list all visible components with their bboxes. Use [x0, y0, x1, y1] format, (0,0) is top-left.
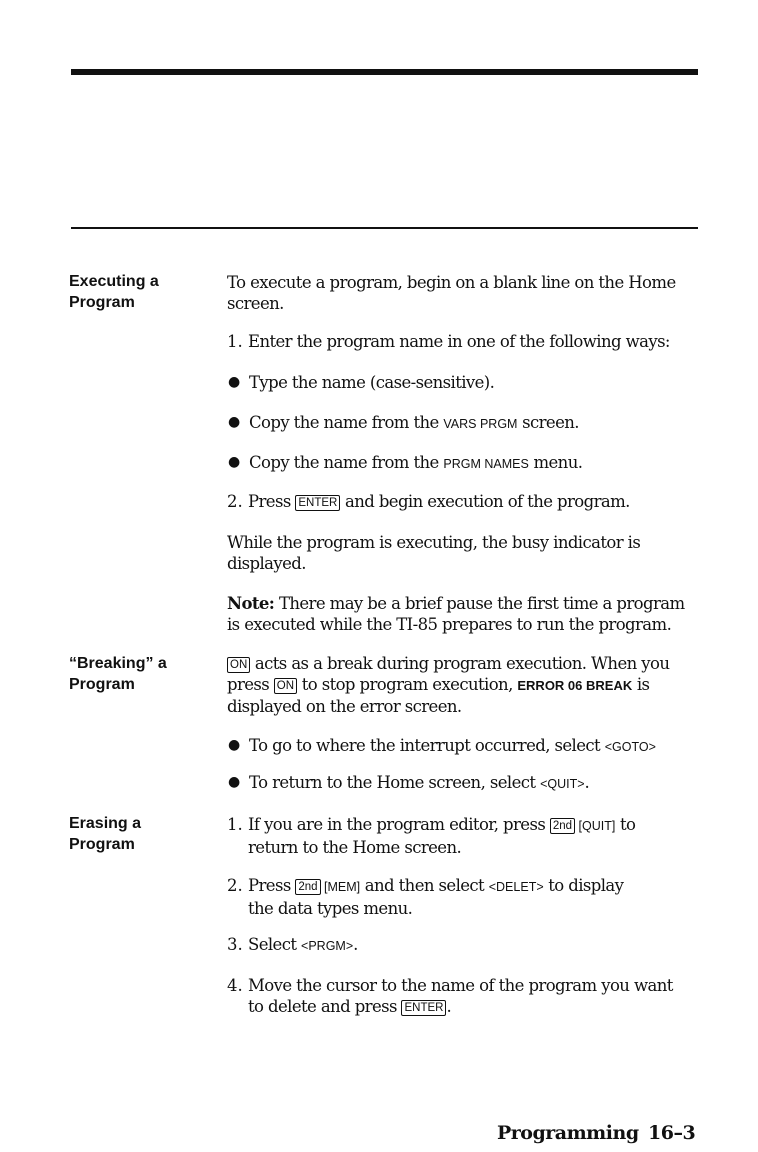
enter-key: ENTER	[295, 495, 340, 511]
bullet-icon: ●	[228, 737, 241, 753]
step-text: Press 2nd [MEM] and then select <DELET> to display the data types menu.	[248, 876, 624, 918]
step-number: 4.	[227, 976, 243, 995]
note-label: Note:	[227, 594, 275, 613]
enter-key: ENTER	[401, 1000, 446, 1016]
footer-page-number: 16–3	[648, 1122, 696, 1144]
heading-executing: Executing a Program	[69, 273, 159, 311]
key-function: [QUIT]	[575, 819, 616, 833]
step-number: 2.	[227, 876, 243, 895]
menu-option: <QUIT>	[540, 777, 585, 791]
footer-chapter: Programming	[497, 1122, 639, 1144]
menu-option: <GOTO>	[604, 740, 656, 754]
bullet-text: Type the name (case-sensitive).	[249, 373, 495, 392]
note-paragraph: Note: There may be a brief pause the first time a program is executed while the TI-85 prepares to run the program.	[227, 594, 685, 634]
step-number: 2.	[227, 492, 243, 511]
bullet-text: To go to where the interrupt occurred, select <GOTO>	[249, 736, 656, 755]
key-function: [MEM]	[320, 880, 361, 894]
step-text: Press ENTER and begin execution of the program.	[248, 492, 630, 511]
heading-erasing: Erasing a Program	[69, 815, 142, 853]
2nd-key: 2nd	[295, 879, 320, 895]
bullet-text: To return to the Home screen, select <QUIT>.	[249, 773, 590, 792]
2nd-key: 2nd	[550, 818, 575, 834]
step-number: 3.	[227, 935, 243, 954]
bullet-icon: ●	[228, 774, 241, 790]
step-text: Enter the program name in one of the following ways:	[248, 332, 670, 351]
on-key: ON	[274, 678, 297, 694]
bullet-icon: ●	[228, 374, 241, 390]
bullet-icon: ●	[228, 454, 241, 470]
top-rule-thin	[71, 227, 698, 229]
breaking-paragraph: ON acts as a break during program execution. When you press ON to stop program execution, ERROR 06 BREAK is displayed on the error screen.	[227, 654, 670, 716]
intro-paragraph: To execute a program, begin on a blank line on the Home screen.	[227, 273, 676, 313]
busy-paragraph: While the program is executing, the busy indicator is displayed.	[227, 533, 641, 573]
on-key: ON	[227, 657, 250, 673]
menu-option: <DELET>	[488, 880, 544, 894]
bullet-text: Copy the name from the VARS PRGM screen.	[249, 413, 579, 432]
screen-name: VARS PRGM	[443, 417, 518, 431]
step-text: Move the cursor to the name of the program you want to delete and press ENTER .	[248, 976, 673, 1016]
bullet-icon: ●	[228, 414, 241, 430]
heading-breaking: “Breaking” a Program	[69, 655, 167, 693]
step-number: 1.	[227, 332, 243, 351]
step-text: Select <PRGM>.	[248, 935, 358, 954]
step-text: If you are in the program editor, press 2nd [QUIT] to return to the Home screen.	[248, 815, 636, 857]
menu-name: PRGM NAMES	[443, 457, 529, 471]
top-rule-thick	[71, 69, 698, 75]
error-message: ERROR 06 BREAK	[517, 678, 633, 693]
bullet-text: Copy the name from the PRGM NAMES menu.	[249, 453, 583, 472]
menu-option: <PRGM>	[301, 939, 354, 953]
step-number: 1.	[227, 815, 243, 834]
